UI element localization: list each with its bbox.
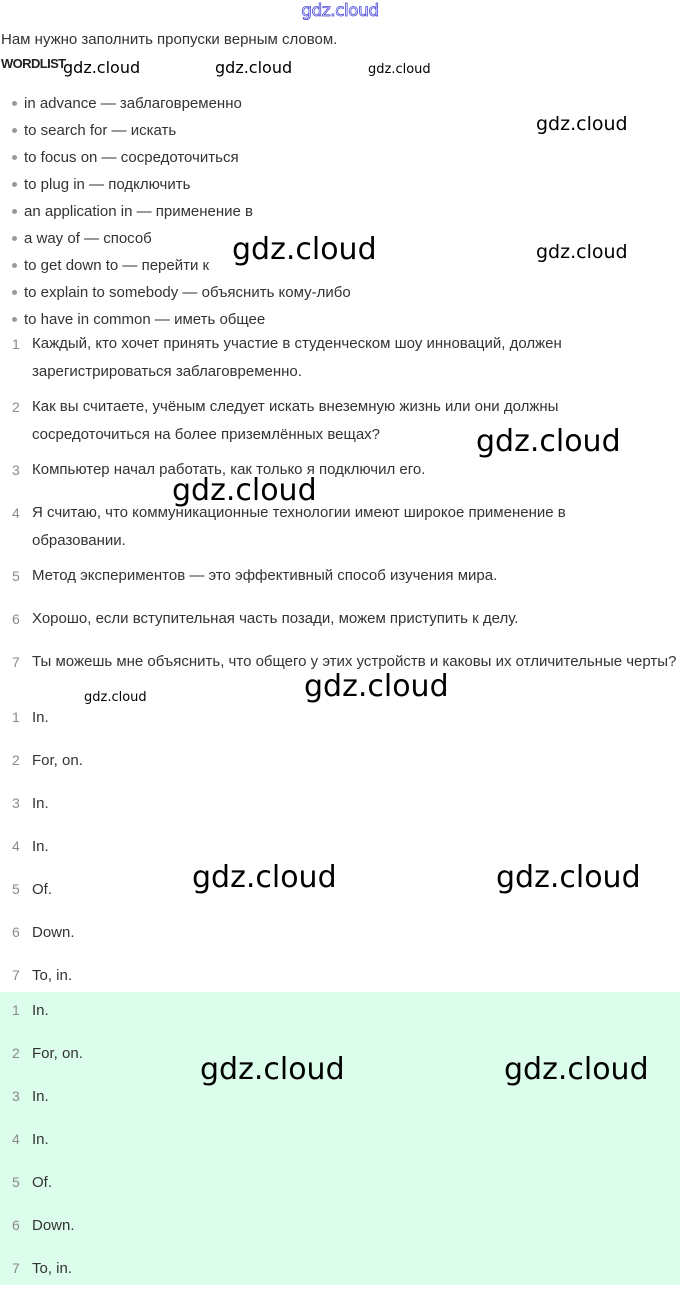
watermark: gdz.cloud bbox=[536, 241, 628, 263]
answer-item: 6 Down. bbox=[12, 1217, 75, 1234]
wordlist-item: to plug in — подключить bbox=[12, 171, 351, 198]
bullet-dot-icon bbox=[12, 236, 17, 241]
watermark: gdz.cloud bbox=[368, 62, 431, 77]
wordlist-item: to explain to somebody — объяснить кому-либо bbox=[12, 279, 351, 306]
sentence-item: 7 Ты можешь мне объяснить, что общего у этих устройств и каковы их отличительные черты? bbox=[12, 653, 677, 670]
bullet-dot-icon bbox=[12, 317, 17, 322]
answer-item: 6 Down. bbox=[12, 924, 75, 941]
watermark: gdz.cloud bbox=[192, 860, 337, 895]
bullet-dot-icon bbox=[12, 101, 17, 106]
sentence-item: 2 Как вы считаете, учёным следует искать внеземную жизнь или они должны сосредоточиться на более приземлённых вещах? bbox=[12, 398, 559, 443]
answer-item: 7 To, in. bbox=[12, 1260, 73, 1277]
watermark: gdz.cloud bbox=[504, 1052, 649, 1087]
bullet-dot-icon bbox=[12, 290, 17, 295]
bullet-dot-icon bbox=[12, 263, 17, 268]
wordlist-item: in advance — заблаговременно bbox=[12, 90, 351, 117]
sentence-item: 6 Хорошо, если вступительная часть позади, можем приступить к делу. bbox=[12, 610, 519, 627]
answer-item: 7 To, in. bbox=[12, 967, 73, 984]
answer-item: 1 In. bbox=[12, 709, 49, 726]
answer-item: 5 Of. bbox=[12, 881, 53, 898]
answer-item: 1 In. bbox=[12, 1002, 49, 1019]
watermark: gdz.cloud bbox=[200, 1052, 345, 1087]
sentence-item: 1 Каждый, кто хочет принять участие в студенческом шоу инноваций, должен зарегистрироваться заблаговременно. bbox=[12, 335, 562, 380]
bullet-dot-icon bbox=[12, 182, 17, 187]
bullet-dot-icon bbox=[12, 209, 17, 214]
answer-item: 2 For, on. bbox=[12, 752, 83, 769]
task-instruction: Нам нужно заполнить пропуски верным словом. bbox=[1, 31, 338, 48]
highlighted-answer-panel bbox=[0, 992, 680, 1285]
watermark: gdz.cloud bbox=[84, 690, 147, 705]
sentence-item: 3 Компьютер начал работать, как только я подключил его. bbox=[12, 461, 426, 478]
site-logo[interactable]: gdz.cloud bbox=[301, 1, 379, 21]
answer-item: 4 In. bbox=[12, 838, 49, 855]
wordlist bbox=[12, 90, 351, 333]
bullet-dot-icon bbox=[12, 155, 17, 160]
watermark: gdz.cloud bbox=[215, 58, 293, 77]
answer-item: 4 In. bbox=[12, 1131, 49, 1148]
answer-item: 3 In. bbox=[12, 1088, 49, 1105]
wordlist-item: to focus on — сосредоточиться bbox=[12, 144, 351, 171]
watermark: gdz.cloud bbox=[63, 58, 141, 77]
answer-item: 5 Of. bbox=[12, 1174, 53, 1191]
wordlist-item: to get down to — перейти к bbox=[12, 252, 351, 279]
watermark: gdz.cloud bbox=[536, 113, 628, 135]
wordlist-item: to search for — искать bbox=[12, 117, 351, 144]
wordlist-heading: WORDLIST bbox=[1, 56, 66, 71]
sentence-item: 5 Метод экспериментов — это эффективный способ изучения мира. bbox=[12, 567, 498, 584]
wordlist-item: an application in — применение в bbox=[12, 198, 351, 225]
answer-item: 2 For, on. bbox=[12, 1045, 83, 1062]
watermark: gdz.cloud bbox=[476, 424, 621, 459]
answer-item: 3 In. bbox=[12, 795, 49, 812]
answer-list-repeat bbox=[12, 1002, 676, 1303]
bullet-dot-icon bbox=[12, 128, 17, 133]
watermark: gdz.cloud bbox=[172, 473, 317, 508]
watermark: gdz.cloud bbox=[232, 232, 377, 267]
sentence-item: 4 Я считаю, что коммуникационные технологии имеют широкое применение в образовании. bbox=[12, 504, 566, 549]
wordlist-item: to have in common — иметь общее bbox=[12, 306, 351, 333]
watermark: gdz.cloud bbox=[496, 860, 641, 895]
watermark: gdz.cloud bbox=[304, 669, 449, 704]
wordlist-item: a way of — способ bbox=[12, 225, 351, 252]
